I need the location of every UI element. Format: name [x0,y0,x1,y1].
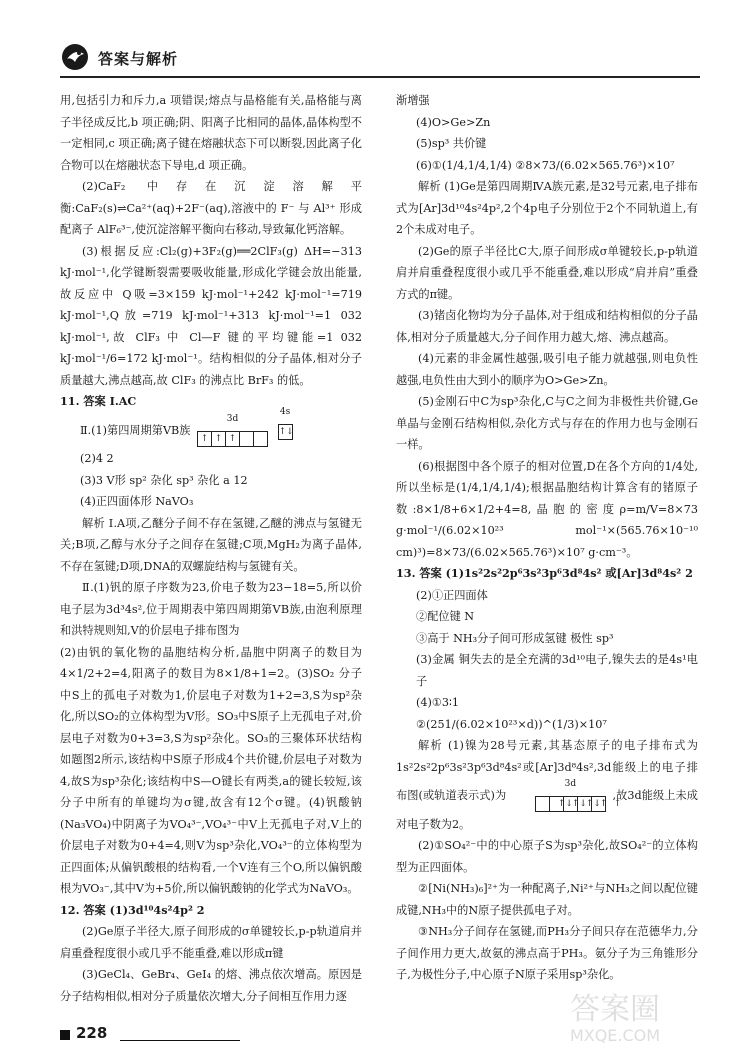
orbital-diagram-ni-3d [513,779,622,814]
answer-heading-11: 11. 答案 Ⅰ.AC [60,394,137,408]
explanation-text: 解析 (1)镍为28号元素,其基态原子的电子排布式为1s²2s²2p⁶3s²3p⁶3d⁸4s²或[Ar]3d⁸4s²,3d能级上的电子排布图(或轨道表示式)为 [396,739,698,802]
page-number: 228 [76,1024,108,1042]
explanation: 解析 Ⅰ.A项,乙醚分子间不存在氢键,乙醚的沸点与氢键无关;B项,乙醇与水分子之间存在氢键;C项,MgH₂为离子晶体,不存在氢键;D项,DNA的双螺旋结构与氢键有关。 [60,516,362,573]
explanation: (3)锗卤化物均为分子晶体,对于组成和结构相似的分子晶体,相对分子质量越大,分子间作用力越大,熔、沸点越高。 [396,309,698,344]
paragraph: (3)根据反应:Cl₂(g)+3F₂(g)══2ClF₃(g) ΔH=−313 kJ·mol⁻¹,化学键断裂需要吸收能量,形成化学键会放出能量,故反应中 Q吸=3×159 kJ·mol⁻¹+242 kJ·mol⁻¹=719 kJ·mol⁻¹,Q放=719 kJ·mol⁻¹+313 kJ·mol⁻¹=1 032 kJ·mol⁻¹,故 ClF₃ 中 Cl—F 键的平均键能=1 032 kJ·mol⁻¹/6=172 kJ·mol⁻¹。结构相似的分子晶体,相对分子质量越大,沸点越高,故 ClF₃ 的沸点比 BrF₃ 的低。 [60,244,362,387]
orbital-box: ↑↓ [550,797,564,811]
orbital-diagram-3d [197,413,268,449]
orbital-box [254,432,267,446]
explanation: (4)元素的非金属性越强,吸引电子能力就越强,则电负性越强,电负性由大到小的顺序为O>Ge>Zn。 [396,352,698,387]
watermark [520,985,710,1045]
answer-line: ③高于 NH₃分子间可形成氢键 极性 sp³ [416,631,614,645]
answer-line: (4)正四面体形 NaVO₃ [80,495,194,508]
orbital-label: 4s [279,406,291,417]
answer-line: (3)金属 铜失去的是全充满的3d¹⁰电子,镍失去的是4s¹电子 [416,653,698,688]
answer-line: (3)3 V形 sp² 杂化 sp³ 杂化 a 12 [80,473,248,487]
page-header [60,42,700,82]
paragraph: 渐增强 [396,94,430,107]
right-column [396,90,698,1020]
explanation: ②[Ni(NH₃)₆]²⁺为一种配离子,Ni²⁺与NH₃之间以配位键成键,NH₃中的N原子提供孤电子对。 [396,882,698,917]
explanation: (2)由钒的氧化物的晶胞结构分析,晶胞中阴离子的数目为4×1/2+2=4,阳离子的数目为8×1/8+1=2。(3)SO₂ 分子中S上的孤电子对数为1,价层电子对数为1+2=3,S为sp²杂化,所以SO₂的立体构型为V形。SO₃中S原子上无孤电子对,价层电子对数为0+3=3,S为sp²杂化。SO₃的三聚体环状结构如题图2所示,该结构中S原子形成4个共价键,价层电子对数为4,故S为sp³杂化;该结构中S—O键长有两类,a的键长较短,该分子中所有的单键均为σ键,故含有12个σ键。(4)钒酸钠(Na₃VO₄)中阴离子为VO₄³⁻,VO₄³⁻中V上无孤电子对,V上的价层电子对数为0+4=4,则V为sp³杂化,VO₄³⁻的立体构型为正四面体;从偏钒酸根的结构看,一个V连有三个O,所以偏钒酸根为VO₃⁻,其中V为+5价,所以偏钒酸钠的化学式为NaVO₃。 [60,645,362,895]
answer-line: ②(251/(6.02×10²³×d))^(1/3)×10⁷ [416,717,607,731]
orbital-box: ↑ [578,797,592,811]
orbital-label: 3d [564,779,577,789]
orbital-diagram-4s [278,406,294,442]
answer-line: (2)①正四面体 [416,588,488,602]
answer-line: (4)O>Ge>Zn [416,115,491,129]
watermark-url: MXQE.COM [569,1026,661,1045]
answer-line: (2)Ge原子半径大,原子间形成的σ单键较长,p-p轨道肩并肩重叠程度很小或几乎不能重叠,难以形成π键 [60,925,362,960]
paragraph: (2)CaF₂ 中存在沉淀溶解平衡:CaF₂(s)⇌Ca²⁺(aq)+2F⁻(aq),溶液中的 F⁻ 与 Al³⁺ 形成配离子 AlF₆³⁻,使沉淀溶解平衡向右移动,导致氟化钙溶解。 [60,180,362,236]
explanation: ③NH₃分子间存在氢键,而PH₃分子间只存在范德华力,分子间作用力更大,故氨的沸点高于PH₃。氨分子为三角锥形分子,为极性分子,中心原子N原子采用sp³杂化。 [396,925,698,981]
orbital-box: ↑↓ [278,426,294,437]
left-column [60,90,362,1020]
explanation: (5)金刚石中C为sp³杂化,C与C之间为非极性共价键,Ge单晶与金刚石结构相似,杂化方式与存在的作用力也与金刚石一样。 [396,395,698,451]
orbital-box [240,432,254,446]
answer-heading-12: 12. 答案 (1)3d¹⁰4s²4p² 2 [60,902,205,917]
orbital-boxes [197,431,268,447]
answer-line: ②配位键 N [416,610,475,623]
orbital-boxes [535,796,622,812]
header-divider [60,76,700,78]
explanation: Ⅱ.(1)钒的原子序数为23,价电子数为23−18=5,所以价电子层为3d³4s²,位于周期表中第四周期第ⅤB族,由泡利原理和洪特规则知,V的价层电子排布图为 [60,581,362,637]
answer-text: Ⅱ.(1)第四周期第ⅤB族 [80,423,191,437]
answer-line: (2)4 2 [80,452,114,465]
orbital-box: ↑ [226,432,240,446]
explanation: (2)Ge的原子半径比C大,原子间形成σ单键较长,p-p轨道肩并肩重叠程度很小或几乎不能重叠,难以形成“肩并肩”重叠方式的π键。 [396,244,698,301]
explanation: (2)①SO₄²⁻中的中心原子S为sp³杂化,故SO₄²⁻的立体构型为正四面体。 [396,839,698,874]
orbital-label: 3d [226,413,239,424]
header-title: 答案与解析 [98,50,179,68]
answer-line: (4)①3∶1 [416,696,460,709]
explanation: (6)根据图中各个原子的相对位置,D在各个方向的1/4处,所以坐标是(1/4,1/4,1/4);根据晶胞结构计算含有的锗原子数:8×1/8+6×1/2+4=8,晶胞的密度ρ=m/V=8×73 g·mol⁻¹/(6.02×10²³ mol⁻¹×(565.76×10⁻¹⁰ cm)³)=8×73/(6.02×565.76³)×10⁷ g·cm⁻³。 [396,459,698,559]
orbital-box: ↑ [212,432,226,446]
orbital-box: ↑ [613,799,622,809]
watermark-text: 答案圈 [570,992,660,1027]
answer-line: (5)sp³ 共价键 [416,137,487,150]
paragraph: 用,包括引力和斥力,a 项错误;熔点与晶格能有关,晶格能与离子半径成反比,b 项正确;阴、阳离子比相同的晶体,晶体构型不一定相同,c 项正确;离子键在熔融状态下可以断裂,因此离子化合物可以在熔融状态下导电,d 项正确。 [60,94,362,172]
footer-divider [120,1040,240,1041]
answer-line: (3)GeCl₄、GeBr₄、GeI₄ 的熔、沸点依次增高。原因是分子结构相似,相对分子质量依次增大,分子间相互作用力逐 [60,968,362,1003]
explanation: 解析 (1)Ge是第四周期ⅣA族元素,是32号元素,电子排布式为[Ar]3d¹⁰4s²4p²,2个4p电子分别位于2个不同轨道上,有2个未成对电子。 [396,180,698,236]
logo-icon [60,42,90,72]
orbital-boxes [278,424,293,440]
answer-heading-13: 13. 答案 (1)1s²2s²2p⁶3s²3p⁶3d⁸4s² 或[Ar]3d⁸4s² 2 [396,566,693,580]
explanation [396,735,698,835]
orbital-box: ↑ [198,432,212,446]
orbital-box: ↑↓ [564,797,578,811]
orbital-box: ↑↓ [536,797,550,811]
explanation-text: ,故3d能级上未成对电子数为2。 [396,788,698,831]
answer-line: (6)①(1/4,1/4,1/4) ②8×73/(6.02×565.76³)×10⁷ [416,158,675,172]
answer-line [60,406,362,449]
footer-marker [60,1030,70,1040]
